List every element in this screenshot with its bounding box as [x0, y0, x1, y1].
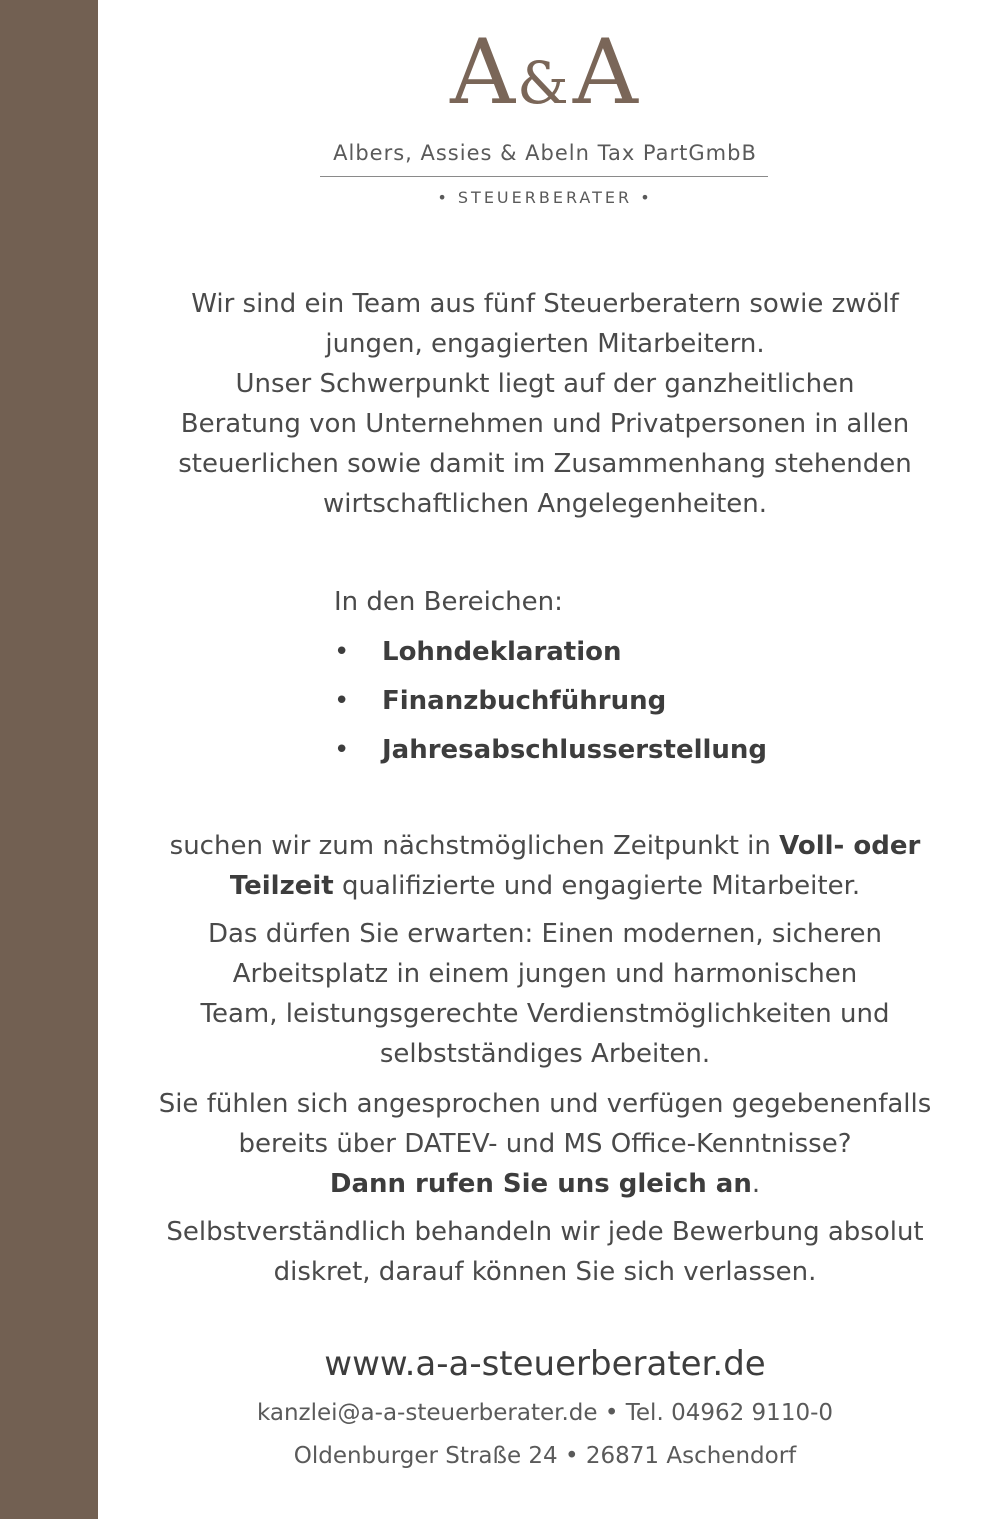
- discreet-line: diskret, darauf können Sie sich verlassen.: [273, 1257, 817, 1287]
- expect-line: Das dürfen Sie erwarten: Einen modernen, sicheren: [207, 919, 883, 949]
- offer-text: suchen wir zum nächstmöglichen Zeitpunkt in: [169, 831, 780, 861]
- call-period: .: [751, 1169, 761, 1199]
- firm-logo: [98, 20, 992, 128]
- address-line: [98, 1440, 992, 1472]
- discreet-paragraph: [98, 1212, 992, 1292]
- intro-line: Unser Schwerpunkt liegt auf der ganzheitlichen: [235, 369, 855, 399]
- offer-bold: Voll- oder: [779, 831, 921, 861]
- website-link[interactable]: www.a-a-steuerberater.de: [324, 1344, 766, 1384]
- areas-list: [334, 628, 767, 775]
- offer-bold: Teilzeit: [229, 871, 334, 901]
- logo-divider: [320, 176, 768, 177]
- call-line: bereits über DATEV- und MS Office-Kenntnisse?: [238, 1129, 852, 1159]
- list-item: • Jahresabschlusserstellung: [334, 726, 767, 775]
- expect-line: Team, leistungsgerechte Verdienstmöglichkeiten und: [200, 999, 890, 1029]
- firm-name: Albers, Assies & Abeln Tax PartGmbB: [333, 141, 757, 165]
- intro-line: Wir sind ein Team aus fünf Steuerberatern sowie zwölf: [191, 289, 899, 319]
- call-paragraph: [98, 1084, 992, 1204]
- areas-title: In den Bereichen:: [334, 587, 563, 617]
- logo-letter-right: A: [572, 20, 640, 125]
- intro-line: wirtschaftlichen Angelegenheiten.: [322, 489, 768, 519]
- call-to-action: Dann rufen Sie uns gleich an: [329, 1169, 752, 1199]
- expect-line: selbstständiges Arbeiten.: [379, 1039, 711, 1069]
- expect-line: Arbeitsplatz in einem jungen und harmonischen: [232, 959, 858, 989]
- firm-tagline: • STEUERBERATER •: [437, 188, 653, 207]
- phone-number[interactable]: Tel. 04962 9110-0: [625, 1400, 834, 1426]
- list-item: • Lohndeklaration: [334, 628, 767, 677]
- city: 26871 Aschendorf: [585, 1443, 797, 1469]
- side-color-bar: [0, 0, 98, 1519]
- offer-text: qualifizierte und engagierte Mitarbeiter.: [333, 871, 861, 901]
- job-ad: [98, 0, 992, 1519]
- intro-line: jungen, engagierten Mitarbeitern.: [325, 329, 765, 359]
- discreet-line: Selbstverständlich behandeln wir jede Bewerbung absolut: [166, 1217, 924, 1247]
- street-address: Oldenburger Straße 24: [293, 1443, 558, 1469]
- separator: •: [597, 1400, 626, 1426]
- intro-line: Beratung von Unternehmen und Privatpersonen in allen: [180, 409, 910, 439]
- intro-paragraph: [98, 284, 992, 524]
- expect-paragraph: [98, 914, 992, 1074]
- call-line: Sie fühlen sich angesprochen und verfügen gegebenenfalls: [158, 1089, 932, 1119]
- email-link[interactable]: kanzlei@a-a-steuerberater.de: [256, 1400, 598, 1426]
- logo-ampersand: &: [517, 49, 573, 117]
- separator: •: [557, 1443, 586, 1469]
- intro-line: steuerlichen sowie damit im Zusammenhang stehenden: [178, 449, 912, 479]
- offer-paragraph: [98, 826, 992, 906]
- logo-letter-left: A: [450, 20, 518, 125]
- list-item: • Finanzbuchführung: [334, 677, 767, 726]
- contact-line: [98, 1397, 992, 1429]
